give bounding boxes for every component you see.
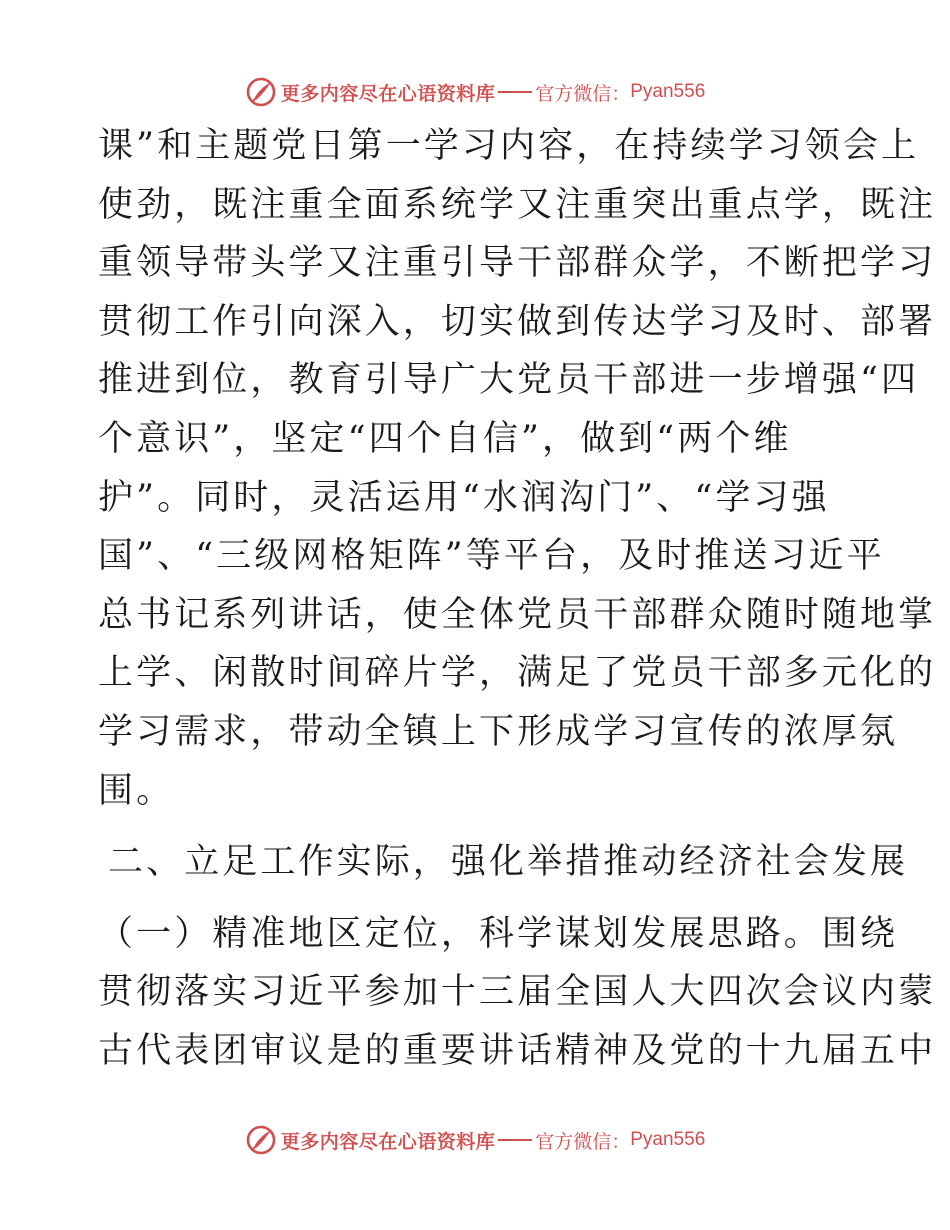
watermark-site-name: 更多内容尽在心语资料库 bbox=[280, 82, 496, 105]
section-heading: 二、立足工作实际，强化举措推动经济社会发展 bbox=[108, 842, 909, 883]
feather-pen-logo-icon bbox=[245, 1124, 277, 1156]
text-line: 上学、闲散时间碎片学，满足了党员干部多元化的 bbox=[98, 653, 937, 694]
text-line: 总书记系列讲话，使全体党员干部群众随时随地掌 bbox=[98, 594, 937, 635]
text-line: 护”。同时，灵活运用“水润沟门”、“学习强 bbox=[98, 477, 830, 518]
text-line: 使劲，既注重全面系统学又注重突出重点学，既注 bbox=[98, 184, 937, 225]
watermark-wechat-label: 官方微信： bbox=[535, 1130, 631, 1153]
text-line: 个意识”，坚定“四个自信”，做到“两个维 bbox=[98, 418, 792, 459]
text-line: 推进到位，教育引导广大党员干部进一步增强“四 bbox=[98, 360, 920, 401]
paragraph-2 bbox=[98, 905, 937, 1081]
text-line: 国”、“三级网格矩阵”等平台，及时推送习近平 bbox=[98, 536, 885, 577]
text-line: 学习需求，带动全镇上下形成学习宣传的浓厚氛 bbox=[98, 711, 899, 752]
text-line: 课”和主题党日第一学习内容，在持续学习领会上 bbox=[98, 126, 920, 166]
watermark-dash bbox=[498, 91, 532, 93]
header-watermark bbox=[0, 72, 950, 112]
watermark-handle: Pyan556 bbox=[630, 1129, 706, 1150]
document-body bbox=[98, 117, 937, 1081]
text-line: 重领导带头学又注重引导干部群众学，不断把学习 bbox=[98, 243, 937, 284]
watermark-site-name: 更多内容尽在心语资料库 bbox=[280, 1130, 496, 1153]
text-line: 古代表团审议是的重要讲话精神及党的十九届五中 bbox=[98, 1030, 937, 1071]
watermark-handle: Pyan556 bbox=[630, 81, 706, 102]
text-line: 围。 bbox=[98, 770, 175, 811]
footer-watermark bbox=[0, 1120, 950, 1160]
watermark-dash bbox=[498, 1139, 532, 1141]
paragraph-1 bbox=[98, 117, 937, 820]
text-line: 贯彻工作引向深入，切实做到传达学习及时、部署 bbox=[98, 301, 937, 342]
feather-pen-logo-icon bbox=[245, 76, 277, 108]
text-line: 贯彻落实习近平参加十三届全国人大四次会议内蒙 bbox=[98, 972, 937, 1013]
watermark-wechat-label: 官方微信： bbox=[535, 82, 631, 105]
text-line: （一）精准地区定位，科学谋划发展思路。围绕 bbox=[98, 913, 899, 954]
